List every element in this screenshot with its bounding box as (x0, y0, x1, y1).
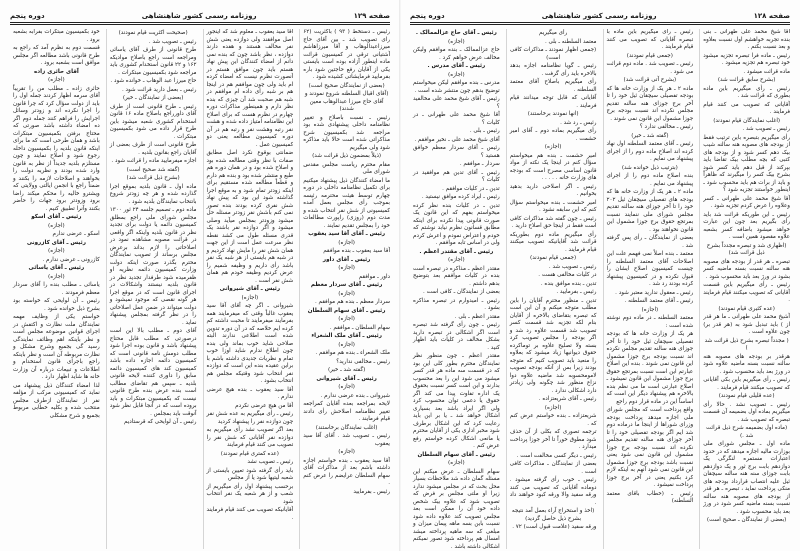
paragraph: ماده ۲ ـ هر یک از وزارت خانه ها که بودجه تفصیلی سیچقان ئیل خود را تا آخر برج جوزای هنه سالنه تقدیم مجلس نکرده اند نسبت بودجه برج جوزا مشمول این قانون نمی شوند . (606, 85, 694, 122)
term-label: دوره پنجم (410, 12, 445, 20)
paragraph: آقا من هیچ عرضی نکردم (235, 402, 294, 409)
centered-note: (بشرح ذیل قرائت شد) (126, 175, 180, 181)
paragraph: بعد اگر تصویب نشد رأی میگیریم به دوازده نفر آقایانی که شش نفر را تصویب می کنند قیام فرمایند (206, 427, 294, 448)
centered-note: (اجازه) (641, 306, 659, 313)
paragraph: آقا سید یعقوب ـ معلوم شد که اینجور اصل موافقند ولی دوازده یعنی شش نفر مخالف هستند و هفده دارند دوازده ، نظر باشد چون که بنده نمی دانم از امضاء کنندگان این پیش نهاد هستم باید چون موافق هستم در آنصورت نظرم نیست که امضاء کرده ام باید ولی چون موافقم هم در اینجا هم بر شبه رأی داده ام موافقم در شبه هم صحبت شد آن چیزی که بنده نظر دارم و همینطور مذاکرات دوره چهارم در نظرم هست که برای اصلاح این نظامنامه امتیاز داده شده و هشت نفر رتبه وهشت نفر و رتبه هم در آن دوره کمیسیون مطالعه یعنی دو کمیسیون عمل . (206, 29, 294, 148)
paragraph: ضمانتی بوقوع نکرد اصل مطابق صفات با نظر وقتی مطالعه شده بود و اصلاح شده بود و در همان دوره هم طبع و منتشر شده بود و بنده هم دارم و قطعاً مطالعه شده مستقیم برای اینکه زودتر تمام شود و به موقع اجرا گذاشته شود این بود که پیش نهاد شش نفری کرده بودند بنده تصور نمی کنم باشش نفر زودتر مسئله حل میشود وزودتر بمجلس میآید وصلی میشود و اگر دوازده نفر باشند یک قدری مسئله طول می کشد نقطه نظر سرعت عمل است از این جهت همان شش نفر را مایش نهاد کردیم و در شبه هم بایستی از هر شبه یک نفر باشد رأی داریم و وظیفه شمیم را عرض کردیم وظیفه خودم هم همان شش نفر است . (206, 150, 294, 284)
paragraph: سهام السلطان ـ موافقم . (329, 324, 390, 331)
speaker-line: رئیس ـ آقای ملک الشعراء (311, 333, 382, 339)
centered-note: (اجازه) (338, 316, 355, 322)
paragraph: آشیخ محمد علی طهرانی ـ ما هر قدر از ) باید تبدیل شود به (هر قدر بر) چون علاوه است . (703, 314, 790, 335)
paragraph: ما امضاء کنندگان ذیل پیشنهاد میکنیم برای تکمیل نظامنامه داخلی در دوره چهارم توسط هیئت محترمه رئیسه بموجب رأی مجلس بعمل آمده کمیسیونی از شش نفر انتخاب شده و مدت دوم (روزی) راپورت مطالعات خود را بمجلس تقدیم نمایند . (303, 177, 390, 229)
paragraph: ماده دوم ـ تصمیم جلسه ۲۴ ثور ۱۳۰۰ مجلس شورای ملی راجع بمطلق کمیسیون دائمه یا دولت برای تجدید نظر در قانون بلدیه واینکه اگر واقعی در قرائت مصوبه مشاهده نمود در اصلاحاتی را لازم بداند برعرض مجلس برساند از تصویب نمایندگان محترم بگذرد صورت اینکه دولت وزارت کمیسیون دائمه نظریه او ظفرمیده شود طرفدار تجدید نظر در قانون بلدیه نیستند واشکالات در اجرای قانون است که در موقع اجرا هر گونه نقصی که موجود نمیشود و دولت میتواند در ضمن عمل اصلاحاتی را در نظر گرفته بمجلس پیشنهاد نماید . (109, 207, 197, 326)
centered-note: (جمعی قیام نمودند) (530, 255, 577, 261)
paragraph: طرح قانونی است از طرف بعضی از آقایان راجع بقانون بلدیه . (109, 142, 197, 156)
paragraph: حائری زاده ـ مطلب من را تقریباً آقای سرمه اظهار کردند جمله اول را باید از دولت سؤال کرد که چرا قانون را اجرا نکرده اند و زودتر وسائل اجرایش را فراهم کنند جمله دوم اگر ده امضاء داشته باشد صورتی که محتاج برفتن بکمیسیون مبتکرات باشد و همان طرحی است که ما برای اینکه قانون بلدیه را بکمیسیون داخله رجوع شود و اصلاح نمایند و چون مستلزم بلدیه جدیداً از نظر به قانون وارد شده بودند و نظریه دولت را بخواهند و اصلاحات لازمه را بکنند و ضمناً راجع با انجمن ایالتی وولایتی که ویشترو خالیه را محکم میکند راضا برود وزودتر برود جهات را حاضر بکنند وآنرا تطبیق کنیم . (13, 85, 100, 212)
paragraph: رئیس ـ طرح قانونی است از طرف آقای داورراجع باصلاح ماده ۱۶ قانون استخدام کشوری شعبه میشود باین طرح قرار داده می شود بکمیسیون مبتکرات . (109, 103, 197, 140)
paragraph: سردار معظم ـ بنده هم موافقم . (314, 299, 390, 305)
paragraph: رئیس ـ آقای سردار معظم خوافق هستید ؟ (413, 145, 500, 159)
page-number: صفحه ۱۲۹ (353, 12, 390, 20)
paragraph: معتمد السلطنه ـ در ماده دوم نوشته شده است : (606, 315, 694, 329)
header-rule (410, 22, 790, 25)
speaker-line: رئیس ـ آقای شیروانی (316, 375, 377, 382)
column-group (10, 29, 390, 549)
paragraph: رئیس ـ دیگر کسی مخالفت است . (516, 452, 597, 459)
centered-note: (ماده اول بضمیمه شرح ذیل قرائت شد .) (706, 425, 788, 439)
page-header (410, 6, 790, 20)
paragraph: رئیس ـ بعمل دارید قرائت شود . (121, 86, 197, 93)
paragraph: آقای شیخ محمد علی ـ نخیر موافقم . (414, 136, 500, 143)
paragraph: رئیس ـ آن لوایحی که خواسته بود بشرح ذیل خوانده شود . (13, 298, 100, 312)
text-column (506, 29, 597, 549)
paragraph: برحسب پیشنهاد اول رأی میگیریم از شعب و از هر شعبه یک نفر انتخاب شود (206, 483, 294, 505)
paragraph: اجازه میفرمایید ماده را قرائت شود . (111, 158, 197, 164)
centered-note: (گفته شد ـ خیر) (631, 132, 669, 139)
paragraph: رئیس ـ تصویب شد . (548, 263, 597, 270)
paragraph: رئیس ـ آقای تدین هم موافقید در کلیات ؟ (413, 169, 500, 183)
speaker-line: رئیس ـ آقای شیروانی (219, 286, 281, 292)
paragraph: آقایانی که تصویب می کنند قیام فرمایند . (703, 101, 790, 115)
paragraph: سردار ـ موافقم . (459, 161, 500, 167)
page-number: صفحه ۱۲۸ (753, 12, 790, 20)
centered-note: (اجازه) (338, 449, 355, 455)
centered-note: (بعضی از نمایندگان ـ صحیح است) (706, 517, 787, 523)
paragraph: تدین ـ بنده موافق بنده . (540, 280, 597, 287)
paragraph: رئیس ـ آقای معتمد السلطنه اول نهاد کرده اند اصلاح ماده دوم را از اجرای پیشنهاد می نمایم . (606, 141, 694, 162)
speaker-line: رئیس ـ آقای آقا سید یعقوب (308, 231, 386, 237)
paragraph: رئیس ـ بفرمایید (353, 488, 390, 495)
publication-title: روزنامه رسمی کشور شاهنشاهی (541, 12, 657, 20)
paragraph: تبصره ـ هر قدر از بودجه های مصوبه هنه سالنه نسبت بسنه ماضیه کسر بشود در ورژ بعد باید محسوب شود . (703, 258, 790, 280)
centered-note: (اجازه) (448, 257, 465, 263)
paragraph: شیروانی ـ اگر چه آقای آقا سید یعقوب غالباً وقتی که میفرمایند همه بفرمایند میفرمایند تا محبت داشته کم کرده ایم خلاصه که در آن دوره تدوین شده است اطلاعی ندارند البته صلاحی شاید خوب بماند ولی بنده چون اطلاع ندارم شاید اوزا خوب تمام و نظریات جدیدی داشته باشم با براین عقیده بنده این است که دوازده نفر انتخاب شود وقتیکه مجلس هم انتخاب بشود . (206, 303, 294, 384)
centered-note: (اجازه) (338, 341, 355, 348)
paragraph: حاج عزالممالک ـ بنده موافقم ولیکن مخالف عرض خواهم کرد . (413, 47, 500, 61)
paragraph: آقا سید یعقوب ـ بنده خواستم اجازه داشته باشم بعد از مذاکرات آقای سهام السلطان عرایضم را عرض کنم . (303, 457, 390, 486)
speaker-line: رئیس ـ آقای حاج عزالممالک . (415, 30, 497, 36)
paragraph: خود بکمیسیون مبتکرات بفرابه بشعبه برود . (13, 29, 100, 43)
paragraph: رئیس ـ بلی . (469, 128, 500, 134)
paragraph: رأی میگیریم بماده دوم ـ آقای امیر حشمت . (509, 128, 597, 142)
paragraph: رئیس ـ چون گفته شد مذاکرات کافی است فقط در اینجا حق اصلاح دارید . (509, 215, 597, 229)
paragraph: رئیس ـ تصویب شد . (148, 38, 197, 45)
speaker-line: رئیس ـ آقای سهام السلطان (417, 451, 496, 458)
paragraph: رئیس ـ رأی میگیریم باین قسمت آقایانی که تصویب میکنند قیام فرمایند . (703, 282, 790, 303)
centered-note: (بشرح سابق قرائت شد) (717, 77, 776, 83)
paragraph: رئیس ـ رد شد . (560, 119, 597, 126)
paragraph: رئیس ـ دستخط ( ۹۳ ) باکثریت (۶۲ رای تصویب شد ـ بین آقای حاج میرزاعبدالوهاب و آقا میرزاهاشم آشتیانی ترقی در کمیسیون قرائت ماده اینطور آزاده بوده است بایستی یکی از آقایان رفع حاجتین شود باره بفرمایید فرمایشاتی کشیده شود . (303, 29, 390, 80)
centered-note: رأی میگیریم (539, 30, 568, 36)
speaker-line: رئیس ـ آقای کازرونی (26, 239, 86, 246)
speaker-line: رئیس ـ آقای یاسائی (28, 265, 85, 271)
centered-note: (اجازه) (48, 222, 65, 229)
paragraph: آقایانیکه تصویب می کنند قیام فرمایند . (206, 507, 294, 521)
paragraph: ماده ۲ ـ هر یک از وزارت خانه ها که بودجه های تفصیلی سیچقان ئیل ۲۰۲ خود را تا آخر جوزای هنه سالنه تقدیم مجلس شورای ملی ننمایند نسبت بمرتجع حقوق برج جوزا مشمول این قانون نخواهند بود . (606, 189, 694, 233)
paragraph: رئیس ـ گویا نظامنامه اجازه بدهد بالاخره باید رأی گرفت . (509, 63, 597, 77)
text-column (106, 29, 197, 549)
paragraph: هرقدر بر بودجه های مصوبه هنه سالنه نسبت بسنه ماضیه علاوه شود در ورژ بعد باید محسوب شود . (703, 353, 790, 375)
paragraph: ماده اول ـ مجلس شورای ملی بوزارت مالیه اجازه میدهد که در حدود اعتبارات مستمره لنگرگی یک دوازدهم بابت برج ثور و یک دوازدهم بابت جوزای سنه هنه سالنه سیچقان ئیل علیه انتصاب قرارداد بودجه های منکی پرداخت نماید ، تبصره ـ هر قدر از بودجه های مصوبه هنه سالنه نسبت بسنه ماضیه کسر شود در ورژ بعد باید محسوب شود . (703, 441, 790, 515)
centered-note: (عده کمتری قیام نمودند) (220, 450, 279, 457)
paragraph: هر یک از وزارت خانه ها که بودجه تفصیلی سیچقان ئیل خود را تا آخر جوزای هنه سالنه تقدیم مجلس نکرده اند نسبت بودجه برج جوزا مشمول این قانون نمی شوند . بنده این اصلاح عبارتم این است نسبت بمرتجع حقوق برج جوزا مشمول این قانون نمیشود ـ اصلاح عبارتی است ما می نظم بنده بالاخره هم پیشنهاد دیگر این است که اساساً این در ماده قرار دوم راجع (606, 331, 694, 405)
paragraph: مقتدر اعظم ـ چون منظور نظر نمایندگان محترم بطور کلی این بود که در قسمت سه ماده هر قدر کسر میشود می شود این را بعد محسوب بدارند و این است کسر نسبت بحقوق یک اداره تفاوت پیدا می کند اگر حقوق یا دعمی توان محسوب کرد ولی اگر ایراد باشد بعد بسیاری اشکال خواهد شد ـ یا بر این باید رعایت کرد که این اشکال برطرف شود مخبر اداری یکی از آقایان محترم یا مانعی اشکال کرده خواستم رفع عرض کنم . (413, 353, 500, 449)
paragraph: رأی میگیریم باصلاح آقای معتمد السلطنه . (509, 79, 597, 93)
paragraph: مدرس ـ بنده موافقم لیکن میخواستم توضیح بدهم چون منتشر شده است . (413, 80, 500, 94)
centered-note: (اجازه) (338, 265, 355, 271)
paragraph: یاسائی ـ مطلب بنده را آقای سردار معظم فرمودند . (13, 282, 100, 296)
paragraph: آقا سید یعقوب ـ بنده موافقم (323, 248, 390, 254)
paragraph: اسکو ـ عرضی ندارم (52, 231, 100, 237)
centered-note: (بترتیب ذیل خوانده شد) (621, 164, 678, 171)
paragraph: رئیس ـ رأی میگیریم باین ماده بطوری که قرائت شد . (703, 85, 790, 99)
paragraph: رئیس ـ رأی میگیریم به عده شش نفر چون دوازده نفر را پیشنهاد کردید (206, 411, 294, 425)
paragraph: رئیس ـ امیدوارم در تبصره مذاکره بشود . (413, 297, 500, 311)
paragraph: رئیس ـ تصویب شد . آقای آقا سید یعقوب (303, 433, 390, 447)
centered-note: (بعضی از نمایندگان صحیح است) (308, 82, 385, 89)
paragraph: ملک الشعراء ـ بنده هم موافقم . (315, 350, 390, 356)
paragraph: آقایانی که قابل توجه میدانند قیام فرمایند . (509, 95, 597, 109)
paragraph: رئیس ـ رأی میگیریم باین بکی آقایانی که تصویب میکنند قیام فرمایند . (703, 377, 790, 391)
paragraph: طرح قانونی از طرف آقای یاسائی ومراجعه است راجع باصلاح موادیکه ۱۶۲ و ۲۲ قانون استخدام کشوری باید مراجعه شود بکمیسیون مبتکرات . (109, 47, 197, 76)
paragraph: امیر حشمت ـ بنده هم میخواستم سؤال کنم در اینجا یک نکته از مواد قانون اساسی مصرح است که بودجه های وزارت خانه . . . . . (509, 152, 597, 181)
paragraph: رئیس ـ اگر اصلاحی دارید بدهید بخوانیم . (509, 183, 597, 197)
paragraph: رئیس ـ رأی میگیریم باین ماده با تبصره آقایانی که تصویب می کنند قیام فرمایند . (606, 29, 694, 50)
header-rule (10, 22, 390, 25)
centered-note: (عده کثیری قیام نمودند) (718, 305, 775, 312)
paragraph: آقای دوم ـ مطلب بالا این است درصورتی که مطلب قابل محتاج پیشنهاد باشد و قانون بوده اجرا شود مطلب دومش نامه قانونی است که کمیسیون دائمه اجازه داده باشد کمیسیون کند های کمیسیون دائمه سابق را داوری کننده لایحه قانونی بلدیه ـ سپس هم تقاضای مطالب است بنده عرض بنده طرح قانونی نیست که بکمیسیون مبتکرات و باید بروده است که در آنجا قابل نظر شود آنوقت باید بمجلس . (109, 328, 197, 417)
paragraph: رأی میگیریم ماده دوم بطوریکه قرائت شد آقایانیکه تصویب میکنند قیام فرمایند . (509, 231, 597, 253)
centered-note: (جمعی قیام نمودند) (626, 52, 673, 59)
paragraph: رئیس ـ مخالفی ندارید؟ (336, 358, 390, 365)
text-column (410, 29, 500, 549)
paragraph: تدین ـ در کلیات موافقم . (442, 185, 500, 192)
speaker-line: رئیس ـ آقای مقتدر اعظم . (419, 248, 494, 255)
centered-note: (اجازه) (241, 294, 259, 301)
paragraph: واقع پرداخت است که مجلس شورای ملی اجازه میدهد پرداخت بودجه وزرای شوراها از اینجا ما درماده دوم شد ایم اگر بودجه تفصیلی خود را تا آخر جوزای هنه سالنه تقدیم مجلس نکرده اند نسبت بودجه برج جوزا مشمول این قانون نمی شود یعنی نسبت باشد بودجه برج جوزا مشمول این قانون نمی شود آنهم به اینکه لازم کرد بکنیم یعنی در آخر برج جوزا پرداخت نمیشود . (606, 407, 694, 488)
speaker-line: رئیس ـ آقای داور (322, 256, 371, 263)
column-group (410, 29, 790, 549)
page-header (10, 6, 390, 20)
paragraph: رئیس ـ تصویب شد . ماده دوم قرائت می شود . (606, 61, 694, 75)
paragraph: رئیس ـ معقول ندارید معتبر شود . (615, 289, 694, 296)
paragraph: آقا شیخ محمد علی طهرانی ـ در کلیات ؟ (413, 112, 500, 126)
centered-note: (جمعی اظهار نمودند ـ مذاکرات کافی است) (510, 47, 597, 61)
paragraph: لایحه بمراجعه بعده آقایان کمراجعه تغییر نظامنامه اصلاحش رأی دادند قیام فرمایند . (303, 401, 390, 422)
centered-note: (گفته شد ـ خیر) (327, 367, 366, 373)
centered-note: (آقای اقبال السلطنه شروع نمودند و آقای حاج میرزا عبدالوهاب معین شدند) (304, 91, 389, 112)
centered-note: (بعضی از نمایندگان ـ خیر) (122, 95, 184, 101)
centered-note: (اجازه) (544, 404, 562, 411)
text-column (10, 29, 100, 549)
paragraph: بعضی از نمایندگان ـ مذاکرات کافی است . (509, 461, 597, 475)
paragraph: رئیس ـ نسبت باصلاح و تغییر نظامنامه داخلی پیشنهادی شده بود مراجعه شد بکمیسیون شرح مذاکراتی شده است حالا باید مذاکره شود ولی میگیریم (303, 114, 390, 151)
text-column (699, 29, 790, 549)
paragraph: بعضی از نمایندگان ـ کافی است . (423, 289, 500, 295)
paragraph: آقا شیخ محمد علی طهرانی ـ کسر وعلاوه را عرض کردم تجزیه شود . (703, 195, 790, 209)
centered-note: (ذیلاً بمضمون ذیل قرائت شد) (312, 153, 382, 159)
centered-note: (بشرح آتی قرائت شد) (623, 77, 677, 83)
paragraph: سهام السلطان ـ عرض میکنم این مسئله گمان داده شد ملاحظات بسیار محل بحث که در مجلس میشود ندارد زیرا او ملتی مجلس بر فرض که تصویب شود که علاوه بیک شخص داده خود آن را ممکن است بعد مجلس تصویب کند علاوه داده شود نسبت باین بسه ماهه پیمان میزان و مبلغی که سه ماهیه پرداخته میشد امسال هم پرداخته شود تصور نمیکنم اشکالی داشته باشد . (413, 468, 500, 549)
paragraph: کازرونی ـ عرضی ندارم . (42, 256, 100, 263)
centered-note: (انها نمودند برخاستند) (527, 111, 579, 117)
paragraph: معتمد ـ بنده اصلاً نمی فهمم علت این اصلاحات آقای معتمد السلطنه را چیست کمیسیون اصلاح ایشان را قبول نکرده و در کمیسیون پیشنهاد کرده بودند رد شد . (606, 251, 694, 287)
paragraph: رئیس ـ آقای معتمد السلطنه . (624, 298, 694, 304)
centered-note: (عده قلیلی قیام نمودند) (718, 393, 775, 399)
paragraph: رئیس ـ آقای شریعتزاده . (538, 396, 597, 402)
paragraph: رئیس ـ چون رأی گرفته شد تبصره است اگر اشکالی در تبصره دارید بشکل مخالف در کلیات باید اظهار کنید . (413, 322, 500, 351)
paragraph: رئیس ـ تصویب شد . (742, 126, 790, 132)
paragraph: شریعتزاده ـ بنده خواستم عرض کنم که . (509, 413, 597, 427)
centered-note: (گفته شد صحیح است) (126, 166, 180, 173)
paragraph: ماده قرائت میشود . (743, 68, 790, 75)
paragraph: ترجمه تصوری که بکلی از آن حذف شود مطوق خوراً تا آخر جوزا پرداخت میدارد . (509, 429, 597, 450)
centered-note: (اجازه) (48, 77, 65, 83)
paragraph: تدین ـ در کلیات بنده نظر کرده میخواستم بفهم که این قانون یک صورت قانونی پیدا نکرده برای اینکه مطابق قسانون نظرم نیابد نوشتم که خودم و اعتراض نمودم و اعرش کردم ولی در اساس تابه موافقم . (413, 202, 500, 246)
paragraph: امیر حشمت ـ بنده میخواستم سؤال کنم که این سابقه نشود . (509, 199, 597, 213)
text-column (203, 29, 294, 549)
paragraph: رئیس ـ مخالفی ندارد ؟ (639, 124, 694, 130)
paragraph: مقتدر اعظم ـ مذاکره در تبصره است بنده در کلیات موافقم بعد بتوضیح بدهم داشتم . (413, 265, 500, 287)
centered-note: (اجازه) (338, 239, 355, 246)
paragraph: بنده اصلاح ماده دوم را از اجرای پیشنهاد می نمایم . (606, 173, 694, 187)
speaker-line: رئیس ـ آقای اسکو (31, 214, 82, 220)
paragraph: بعضی از نمایندگان ـ رأی پس گرفته شد . (606, 235, 694, 249)
centered-note: (اجازه) (48, 248, 65, 254)
speaker-line: رئیس ـ آقای سردار معظم (310, 282, 383, 288)
paragraph: قسمت دوم به نظرم آمد که راجع به طرح قانونی باشد مطالعه اگر مجلس موافق است بشعبه برود . (13, 45, 100, 66)
speaker-line: رئیس ـ آقای مدرس . (427, 63, 486, 69)
paragraph: مقام محترم ریاست مجلس مقدس شورای ملی (303, 161, 390, 175)
paragraph: تدین ـ منظور محترم آقایان را باین مطلب متوجه میکنم و آن این است که تبصره بتقاضای بالاخره از آقایان بنام لکه تجزیه شد قسمت کسر تصویب شد قسمت علاوه رد شد و اگر بودجه را مجلس تصویب کرد بسته ولا تصلیح علاوه بر توماکرده حقوق دیوانیها زیاد میشود که بعلاوه را منعید باید تصویب کنیم که متوجه بودند زیرا بس از آنکه بودجه تصویب لامومحسوبه شد ماضیه علاوه دوا نزاع منظور شد چگونه ولی زیادتر دارد اشکالی ندارد . (509, 297, 597, 394)
paragraph: معتمد السلطنه ـ بلی . (544, 38, 597, 45)
paragraph: ماده اول ـ قانون بلدیه بموقع اجرا گذارده شده و هر چه زودتر شروع بانتخاب نمایندگان بلدیه شود . (109, 183, 197, 205)
centered-note: (اجازه) (544, 144, 562, 150)
centered-note: (اجازه) (448, 71, 465, 78)
speaker-line: رئیس ـ آقای سهام السلطان (307, 307, 386, 314)
paragraph: داور ـ موافقم (358, 273, 390, 280)
paragraph: رئیس ـ بفرمایید . (556, 289, 597, 295)
paragraph: شیروانی ـ بنده عرضی ندارم . (320, 392, 390, 399)
centered-note: (اجازه) (448, 460, 465, 466)
centered-note: ( مجدداً تبصره بشرح ذیل قرائت شد ) (704, 337, 789, 351)
centered-note: (اجازه) (448, 38, 465, 45)
paragraph: رئیس ـ تصویب نشد (247, 459, 294, 465)
paragraph: حاج میرزا عبد الوهاب ـ خوانده شود . (110, 78, 197, 84)
paragraph: خواستم یکی از وظایف مهمه نمایندگان ملت نظارت و اکتفش در اجرای قوانین موضوعه مجلس است و نظر باینکه اهم وظائف نمایندگی رسید گی بجمیع وشرح مشکل و نظارت مربوطه آن است و نظر باینکه راجع باجرای قانون استخدام و اطلاعات و تبیعات درباره آن وزارت خانه ها شاید اظهار دارد . (13, 314, 100, 380)
paragraph: رئیس ـ تصویب نشد . حالا رأی میگیریم بماده اول بضمیمه آن قسمت تبصره که تصویب شد . (703, 401, 790, 423)
paragraph: ورقه سفید (علامت قبول است) ۷۲ . (512, 524, 597, 530)
paragraph: رئیس ـ این طوریکه قرائت شد باید رأی بگیریم بعد چون این عبارت خواهد میشود باضافه کسر بشعبه علاوه مقصود همین است . (703, 211, 790, 240)
paragraph: لذا امضاء کنندگان ذیل پیشنهاد می نماید که کمیسیونی مرکب از مؤلفه نفر از نمایندگان ازطرف مجلس منتخب شده و بکلیه خطابی مربوط بجمیع و شرح مشکلی (13, 382, 100, 419)
paragraph: در کلیات مخالفی هست . (538, 272, 597, 278)
centered-note: (اجازه) (48, 273, 65, 280)
publication-title: روزنامه رسمی کشور شاهنشاهی (141, 12, 257, 20)
centered-note: (صحیحت اکثریت قیام نمودند) (118, 30, 188, 36)
paragraph: آقا شیخ محمد علی طهرانی ـ بنی بنده تجربه خواهشم اول نسبت بعلاوه و بعد نسبت بکنم . (703, 29, 790, 50)
paragraph: رأی میگیریم بتبصره باین ترتیب فقط از بودجه های مصوبه هنه سالنه شیب بیک دهم کسر شود و از بودجه های کتبی که بچه مطلب بیک تقاضا باید بپرکند از قبل دهم باید کسر شود بشرح بیک کسر را میگیرند که ظاهراً و باید از برات هم باید محسوب شود ـ اینطور خواستند تجزیه شود ؟ (703, 134, 790, 193)
paragraph: آقا سید یعقوب ـ بنده هیچ عرضی ندارم . (206, 386, 294, 400)
centered-note: (اغلب نمایندگان قیام نمودند) (713, 117, 781, 124)
centered-note: (اخذ و استخراج آراء بعمل آمد نتیجه بشرح ذیل حاصل گردید) (511, 508, 595, 522)
paragraph: رئیس ـ ایراد کرده موافق نیستید . (421, 194, 500, 200)
paragraph: رئیس ـ آقای شیخ محمد علی مخالفید ؟ (413, 96, 500, 110)
right-page (400, 0, 800, 551)
centered-note: (اجازه) (338, 290, 355, 297)
paragraph: رئیس ـ آن لوایحی که قرستادیم (123, 419, 197, 425)
paragraph: رئیس ـ (خطاب باقای معتمد السلطنه) (606, 490, 694, 504)
text-column (603, 29, 694, 549)
paragraph: رئیس ـ خوب رأی گرفته میشود . دوماده آقایانی که تصویب می کنند ورقه سفید والا ورقه کبود خواهند داد . (509, 477, 597, 506)
centered-note: (اغلب نمایندگان برخاستند) (315, 424, 378, 431)
centered-note: (اظهاری شد و تبصره مجدداً بشرح ذیل قرائت شد) (706, 242, 787, 256)
centered-note: (اجازه) (338, 384, 355, 390)
paragraph: مقتدر اعظم ـ بلی . (454, 313, 500, 320)
paragraph: باید رأی گرفته شود تعیین بایستی از شعبه لیتیها شود یا از مجلس (206, 467, 294, 481)
term-label: دوره پنجم (10, 12, 45, 20)
paragraph: رئیس ـ ماده فرا تبصره تجزیه میشود خود تبصره هم تجزیه میشود . (703, 52, 790, 66)
speaker-line: آقای حائری زاده (33, 68, 79, 75)
text-column (299, 29, 390, 549)
